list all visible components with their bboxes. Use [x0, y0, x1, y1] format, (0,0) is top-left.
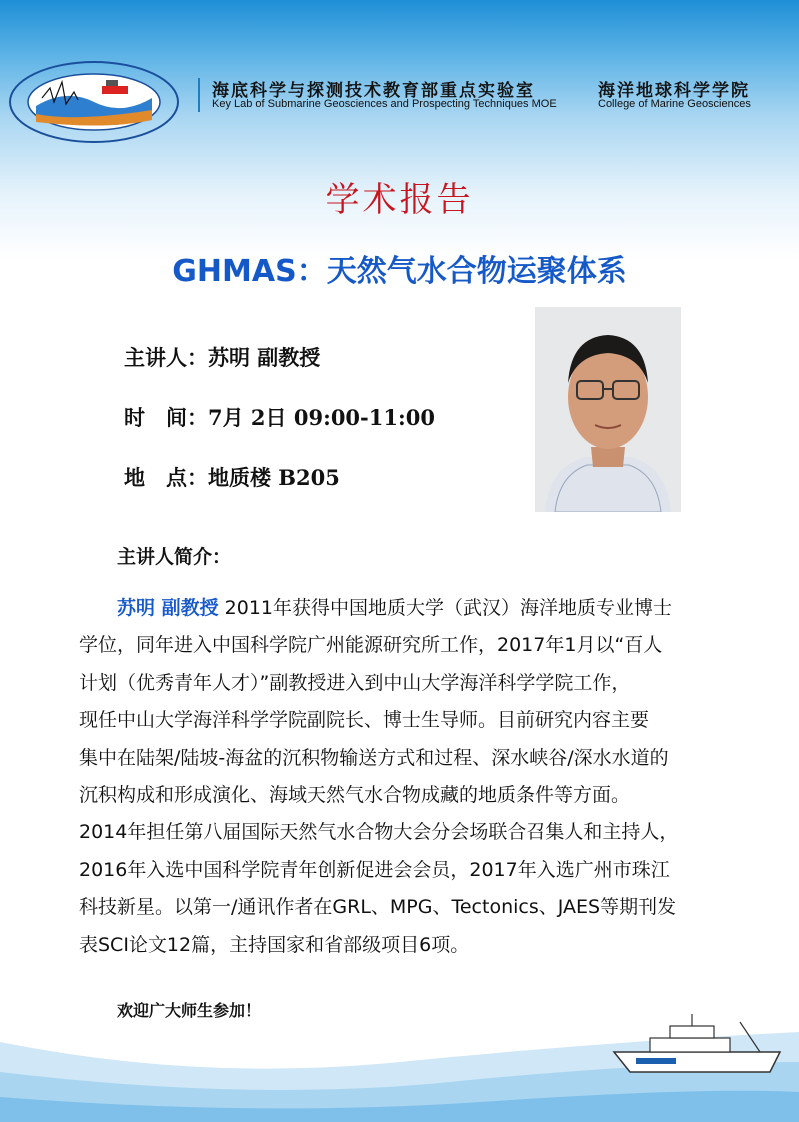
report-title: 学术报告	[325, 180, 474, 220]
college-name-en: College of Marine Geosciences	[598, 98, 751, 110]
bio-line: 2016年入选中国科学院青年创新促进会会员，2017年入选广州市珠江	[79, 858, 670, 881]
talk-title: GHMAS：天然气水合物运聚体系	[172, 254, 627, 289]
place-line: 地 点：地质楼 B205	[124, 465, 340, 490]
college-name-cn: 海洋地球科学学院	[598, 81, 750, 101]
bio-line: 计划（优秀青年人才）”副教授进入到中山大学海洋科学学院工作，	[79, 671, 631, 694]
lab-logo-icon	[6, 58, 182, 146]
lab-name-en: Key Lab of Submarine Geosciences and Prospecting Techniques MOE	[212, 98, 557, 110]
speaker-line: 主讲人：苏明 副教授	[124, 345, 321, 370]
bio-line: 沉积构成和形成演化、海域天然气水合物成藏的地质条件等方面。	[79, 783, 631, 806]
welcome-text: 欢迎广大师生参加！	[117, 1001, 262, 1020]
header-divider	[198, 78, 200, 112]
bio-line: 现任中山大学海洋科学学院副院长、博士生导师。目前研究内容主要	[79, 709, 650, 732]
bio-text	[79, 590, 729, 964]
speaker-photo	[535, 307, 681, 512]
lab-name-cn: 海底科学与探测技术教育部重点实验室	[212, 81, 535, 101]
bio-line: 2014年担任第八届国际天然气水合物大会分会场联合召集人和主持人，	[79, 821, 679, 844]
bio-heading: 主讲人简介：	[117, 546, 232, 568]
bio-line: 科技新星。以第一/通讯作者在GRL、MPG、Tectonics、JAES等期刊发	[79, 896, 677, 919]
research-ship-icon	[610, 1012, 790, 1084]
bio-line: 集中在陆架/陆坡-海盆的沉积物输送方式和过程、深水峡谷/深水水道的	[79, 746, 669, 769]
speaker-name: 苏明 副教授	[117, 597, 219, 619]
time-line: 时 间：7月 2日 09:00-11:00	[124, 405, 435, 430]
bio-line: 表SCI论文12篇，主持国家和省部级项目6项。	[79, 933, 470, 956]
bio-line: 学位，同年进入中国科学院广州能源研究所工作，2017年1月以“百人	[79, 634, 663, 657]
bio-line: 苏明 副教授 2011年获得中国地质大学（武汉）海洋地质专业博士	[117, 597, 673, 619]
